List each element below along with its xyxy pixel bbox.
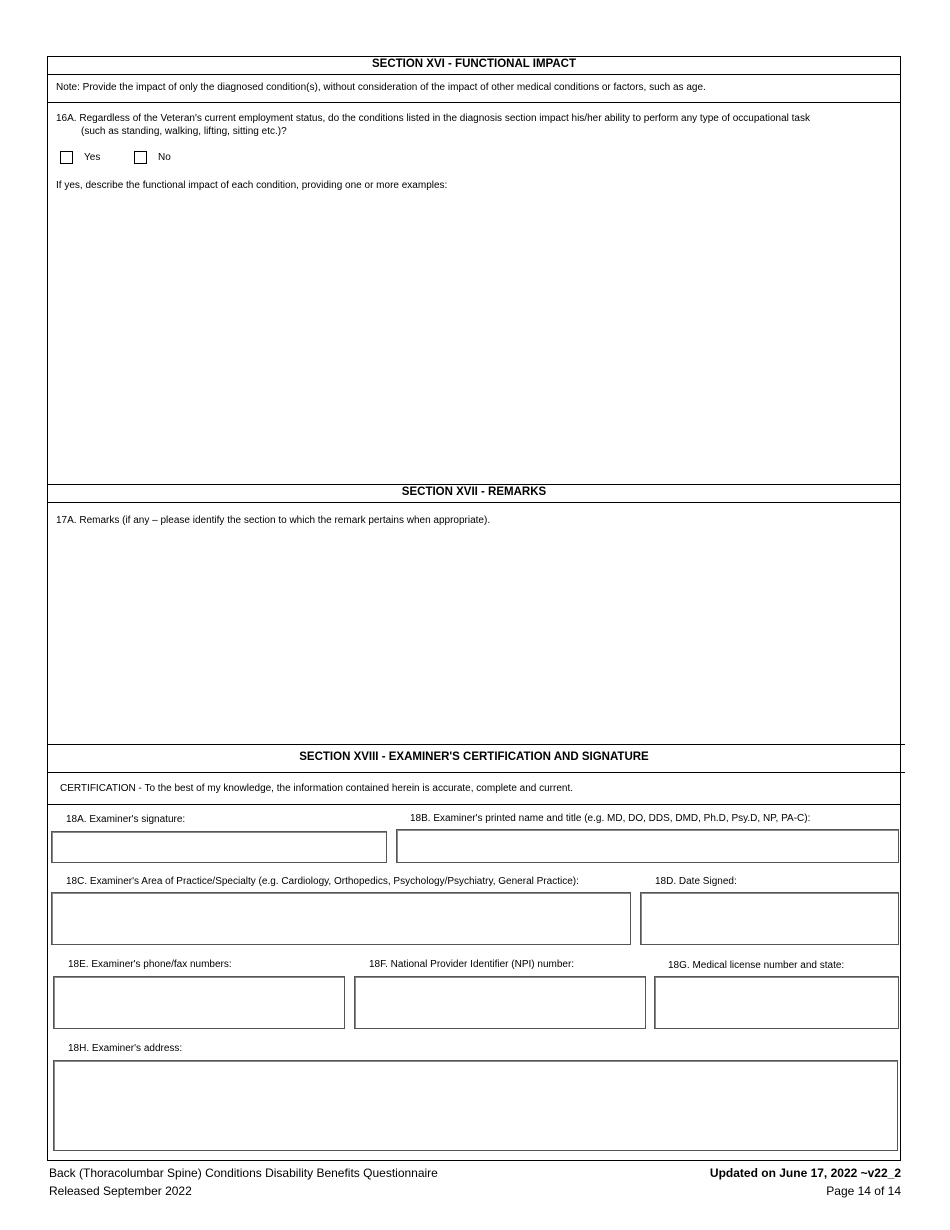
no-label: No xyxy=(158,152,171,163)
yes-label: Yes xyxy=(84,152,101,163)
date-signed-label: 18D. Date Signed: xyxy=(655,876,737,887)
examiner-specialty-label: 18C. Examiner's Area of Practice/Specialty (e.g. Cardiology, Orthopedics, Psychology/Psychiatry, General Practice): xyxy=(66,876,579,887)
released-date: Released September 2022 xyxy=(49,1184,192,1198)
section-18-title: SECTION XVIII - EXAMINER'S CERTIFICATION AND SIGNATURE xyxy=(299,751,649,763)
question-16a-line2: (such as standing, walking, lifting, sitting etc.)? xyxy=(81,126,287,137)
divider xyxy=(47,74,901,75)
examiner-address-label: 18H. Examiner's address: xyxy=(68,1043,183,1054)
npi-number-field[interactable] xyxy=(354,976,646,1029)
examiner-signature-label: 18A. Examiner's signature: xyxy=(66,814,186,825)
no-checkbox[interactable] xyxy=(134,151,147,164)
examiner-address-field[interactable] xyxy=(53,1060,898,1151)
remarks-label: 17A. Remarks (if any – please identify the section to which the remark pertains when appropriate). xyxy=(56,515,491,526)
divider xyxy=(47,484,901,485)
examiner-phone-field[interactable] xyxy=(53,976,345,1029)
medical-license-field[interactable] xyxy=(654,976,899,1029)
divider xyxy=(47,772,905,773)
divider xyxy=(47,744,905,745)
page-number: Page 14 of 14 xyxy=(826,1184,901,1198)
question-16a-line1: 16A. Regardless of the Veteran's current employment status, do the conditions listed in the diagnosis section impact his/her ability to perform any type of occupational task xyxy=(56,113,810,124)
divider xyxy=(47,502,901,503)
form-title-footer: Back (Thoracolumbar Spine) Conditions Disability Benefits Questionnaire xyxy=(49,1166,438,1180)
section-16-note: Note: Provide the impact of only the diagnosed condition(s), without consideration of the impact of other medical conditions or factors, such as age. xyxy=(56,82,706,93)
certification-statement: CERTIFICATION - To the best of my knowledge, the information contained herein is accurate, complete and current. xyxy=(60,783,574,794)
medical-license-label: 18G. Medical license number and state: xyxy=(668,960,845,971)
functional-impact-describe-label: If yes, describe the functional impact of each condition, providing one or more examples: xyxy=(56,180,448,191)
examiner-specialty-field[interactable] xyxy=(51,892,631,945)
examiner-phone-label: 18E. Examiner's phone/fax numbers: xyxy=(68,959,232,970)
updated-date: Updated on June 17, 2022 ~v22_2 xyxy=(709,1166,901,1180)
divider xyxy=(47,102,901,103)
section-16-title: SECTION XVI - FUNCTIONAL IMPACT xyxy=(371,58,577,70)
functional-impact-text-area[interactable] xyxy=(52,196,896,480)
section-17-title: SECTION XVII - REMARKS xyxy=(401,486,547,498)
date-signed-field[interactable] xyxy=(640,892,899,945)
divider xyxy=(47,804,901,805)
examiner-printed-name-field[interactable] xyxy=(396,829,899,863)
yes-checkbox[interactable] xyxy=(60,151,73,164)
examiner-printed-name-label: 18B. Examiner's printed name and title (e.g. MD, DO, DDS, DMD, Ph.D, Psy.D, NP, PA-C): xyxy=(410,813,811,824)
remarks-text-area[interactable] xyxy=(52,532,896,740)
examiner-signature-field[interactable] xyxy=(51,831,387,863)
npi-number-label: 18F. National Provider Identifier (NPI) number: xyxy=(369,959,575,970)
